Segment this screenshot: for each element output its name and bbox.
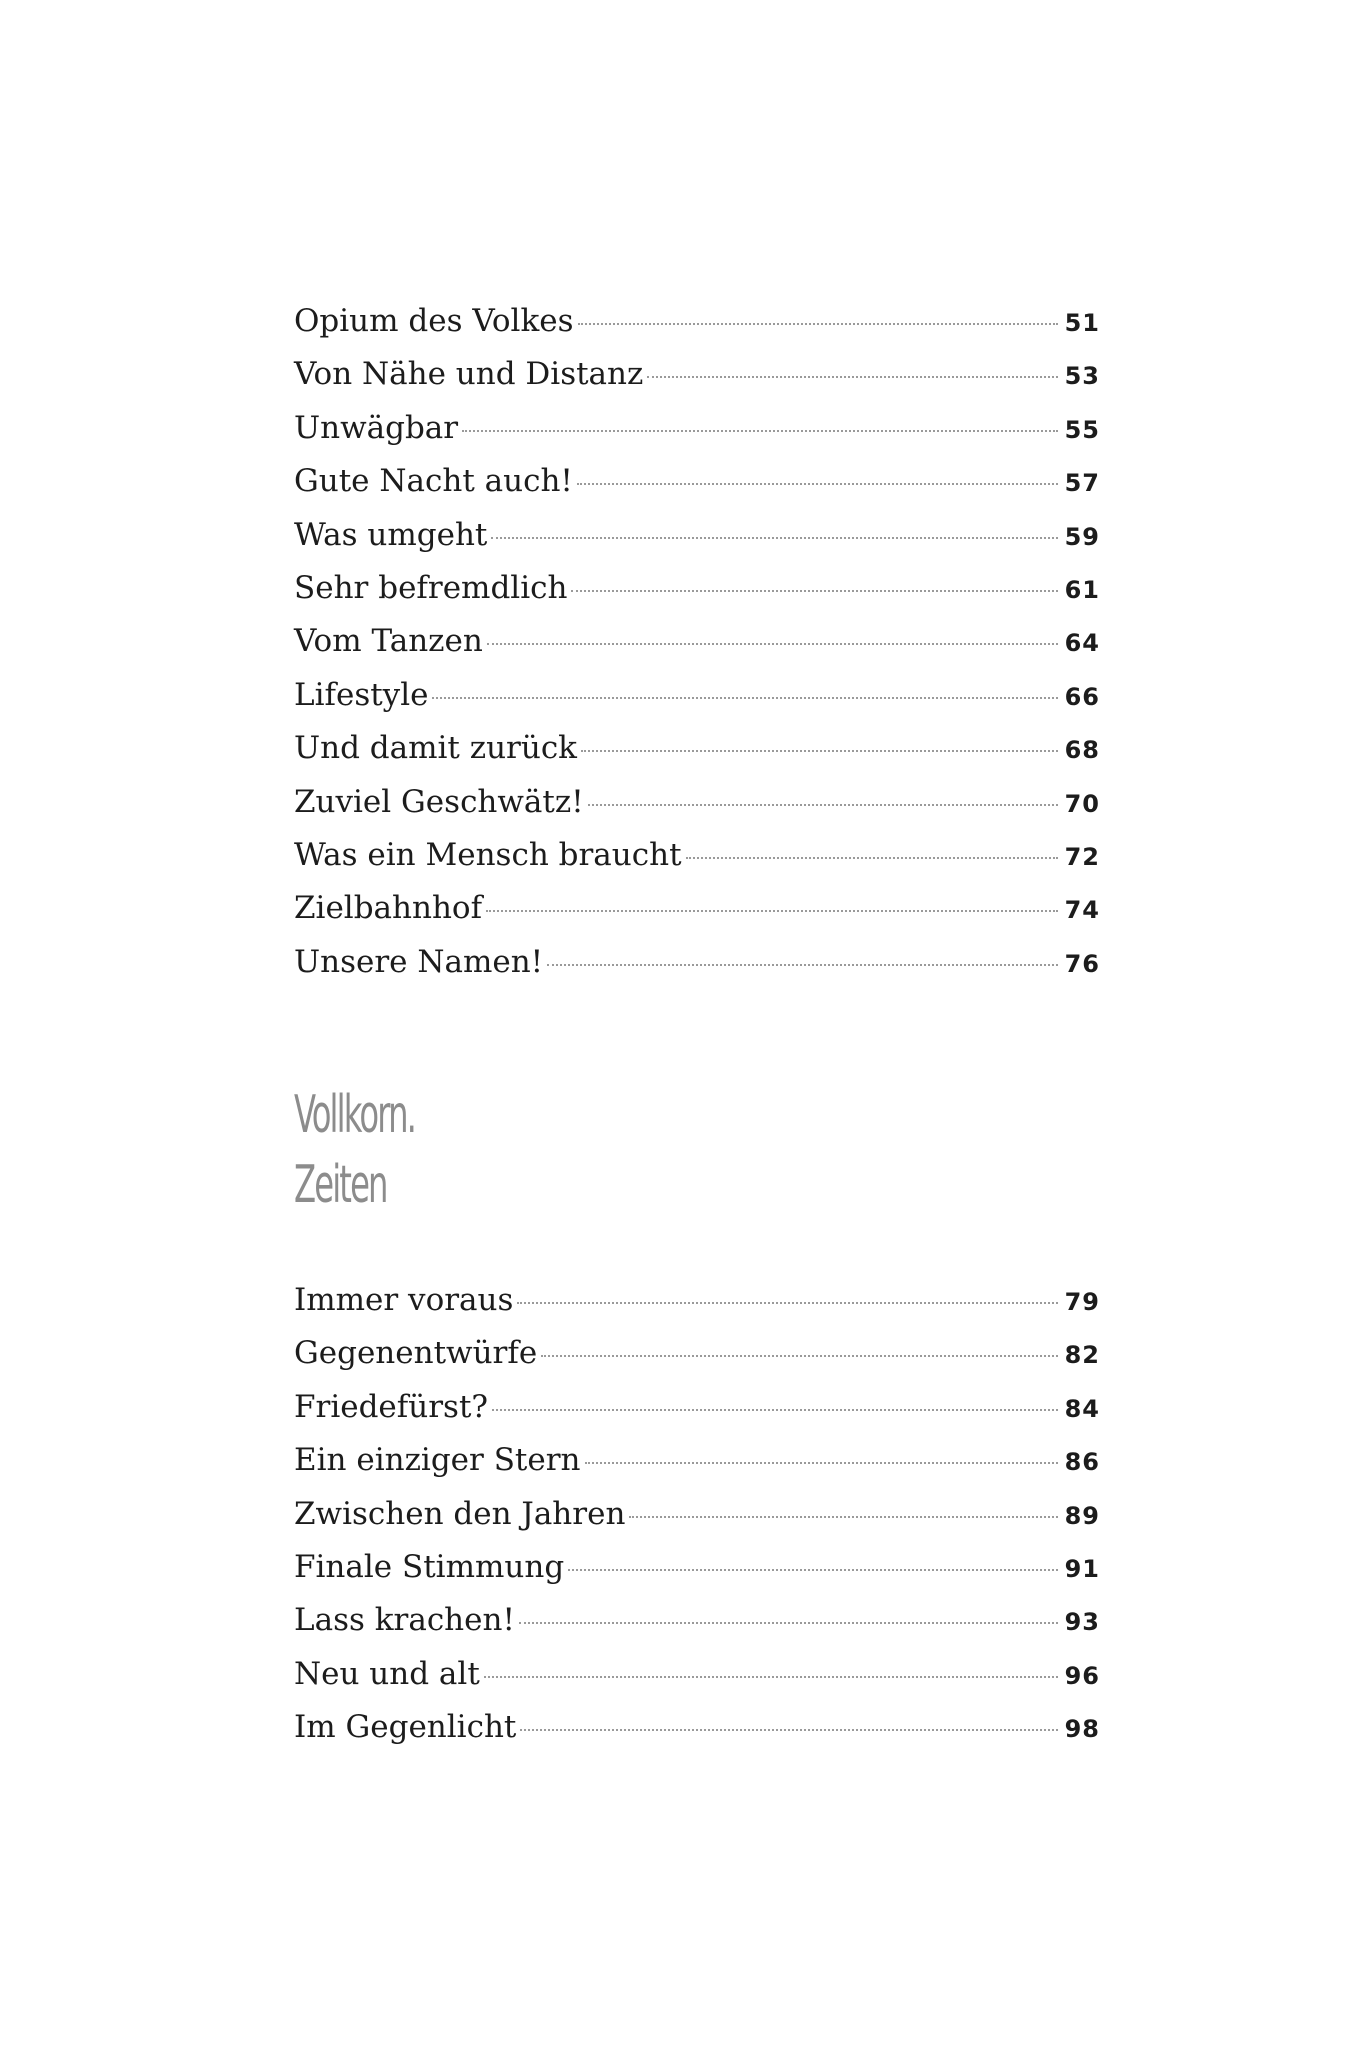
dot-leader bbox=[585, 1462, 1058, 1464]
toc-entry-page: 66 bbox=[1064, 682, 1100, 711]
toc-entry bbox=[294, 730, 1100, 783]
toc-entry-page: 68 bbox=[1064, 736, 1100, 765]
toc-entry-title: Finale Stimmung bbox=[294, 1548, 565, 1585]
toc-entry-page: 96 bbox=[1064, 1661, 1100, 1690]
toc-entry bbox=[294, 1549, 1100, 1602]
toc-list-part-1 bbox=[294, 303, 1100, 997]
toc-entry bbox=[294, 784, 1100, 837]
toc-entry-page: 51 bbox=[1064, 309, 1100, 337]
dot-leader bbox=[629, 1516, 1057, 1518]
dot-leader bbox=[647, 376, 1057, 378]
toc-entry-title: Zwischen den Jahren bbox=[294, 1495, 626, 1532]
toc-entry-page: 70 bbox=[1064, 789, 1100, 818]
dot-leader bbox=[432, 697, 1057, 699]
toc-entry-page: 72 bbox=[1064, 842, 1100, 871]
dot-leader bbox=[577, 483, 1058, 485]
dot-leader bbox=[581, 750, 1058, 752]
toc-entry-title: Zielbahnhof bbox=[294, 890, 483, 927]
dot-leader bbox=[519, 1622, 1058, 1624]
toc-entry-title: Und damit zurück bbox=[294, 730, 577, 767]
toc-entry bbox=[294, 837, 1100, 890]
toc-entry-title: Unsere Namen! bbox=[294, 943, 544, 980]
toc-entry bbox=[294, 303, 1100, 356]
toc-entry-page: 61 bbox=[1064, 575, 1100, 604]
dot-leader bbox=[578, 323, 1058, 325]
toc-entry-title: Neu und alt bbox=[294, 1655, 480, 1692]
toc-entry-title: Sehr befremdlich bbox=[294, 569, 568, 606]
toc-entry-page: 84 bbox=[1064, 1394, 1100, 1423]
toc-entry bbox=[294, 463, 1100, 516]
toc-entry-title: Gute Nacht auch! bbox=[294, 463, 573, 500]
toc-entry bbox=[294, 1656, 1100, 1709]
toc-entry-title: Im Gegenlicht bbox=[294, 1709, 517, 1746]
dot-leader bbox=[484, 1676, 1058, 1678]
dot-leader bbox=[541, 1355, 1057, 1357]
toc-entry bbox=[294, 1389, 1100, 1442]
toc-entry-page: 86 bbox=[1064, 1448, 1100, 1477]
toc-entry bbox=[294, 410, 1100, 463]
toc-entry-page: 53 bbox=[1064, 362, 1100, 391]
toc-entry-page: 76 bbox=[1064, 949, 1100, 978]
dot-leader bbox=[571, 590, 1057, 592]
toc-entry-title: Von Nähe und Distanz bbox=[294, 356, 644, 393]
toc-entry-title: Unwägbar bbox=[294, 409, 459, 446]
toc-entry-page: 98 bbox=[1064, 1715, 1100, 1744]
toc-entry-title: Vom Tanzen bbox=[294, 623, 483, 660]
toc-entry bbox=[294, 570, 1100, 623]
toc-entry bbox=[294, 1335, 1100, 1388]
dot-leader bbox=[517, 1302, 1057, 1304]
toc-entry bbox=[294, 677, 1100, 730]
toc-entry-page: 91 bbox=[1064, 1554, 1100, 1583]
toc-entry bbox=[294, 517, 1100, 570]
toc-entry bbox=[294, 1602, 1100, 1655]
section-heading-line-1: Vollkorn. bbox=[294, 1085, 416, 1145]
toc-entry-page: 89 bbox=[1064, 1501, 1100, 1530]
toc-entry-page: 82 bbox=[1064, 1341, 1100, 1370]
dot-leader bbox=[547, 964, 1057, 966]
toc-entry-title: Gegenentwürfe bbox=[294, 1335, 538, 1372]
toc-entry-title: Zuviel Geschwätz! bbox=[294, 783, 584, 820]
toc-entry-title: Was umgeht bbox=[294, 516, 488, 553]
toc-entry-page: 93 bbox=[1064, 1608, 1100, 1637]
toc-entry-page: 74 bbox=[1064, 896, 1100, 925]
toc-list-part-2 bbox=[294, 1282, 1100, 1763]
section-heading bbox=[294, 1080, 415, 1220]
toc-entry bbox=[294, 944, 1100, 997]
toc-entry bbox=[294, 890, 1100, 943]
dot-leader bbox=[568, 1569, 1057, 1571]
toc-entry-title: Lifestyle bbox=[294, 676, 429, 713]
toc-entry bbox=[294, 1709, 1100, 1762]
toc-entry bbox=[294, 623, 1100, 676]
toc-entry bbox=[294, 1496, 1100, 1549]
toc-entry-title: Opium des Volkes bbox=[294, 303, 574, 339]
toc-entry bbox=[294, 1282, 1100, 1335]
toc-entry-title: Lass krachen! bbox=[294, 1602, 515, 1639]
dot-leader bbox=[492, 1409, 1058, 1411]
toc-entry bbox=[294, 1442, 1100, 1495]
dot-leader bbox=[588, 804, 1058, 806]
dot-leader bbox=[686, 857, 1058, 859]
toc-entry-title: Was ein Mensch braucht bbox=[294, 836, 682, 873]
toc-entry-page: 57 bbox=[1064, 469, 1100, 498]
toc-entry-title: Immer voraus bbox=[294, 1282, 514, 1318]
toc-entry-page: 59 bbox=[1064, 522, 1100, 551]
dot-leader bbox=[520, 1729, 1057, 1731]
dot-leader bbox=[462, 430, 1057, 432]
toc-entry-page: 64 bbox=[1064, 629, 1100, 658]
toc-entry-title: Ein einziger Stern bbox=[294, 1442, 581, 1479]
section-heading-line-2: Zeiten bbox=[294, 1155, 387, 1215]
toc-entry-page: 55 bbox=[1064, 415, 1100, 444]
toc-entry-page: 79 bbox=[1064, 1288, 1100, 1316]
dot-leader bbox=[486, 910, 1058, 912]
dot-leader bbox=[491, 537, 1057, 539]
dot-leader bbox=[487, 643, 1058, 645]
toc-entry bbox=[294, 356, 1100, 409]
toc-entry-title: Friedefürst? bbox=[294, 1388, 489, 1425]
